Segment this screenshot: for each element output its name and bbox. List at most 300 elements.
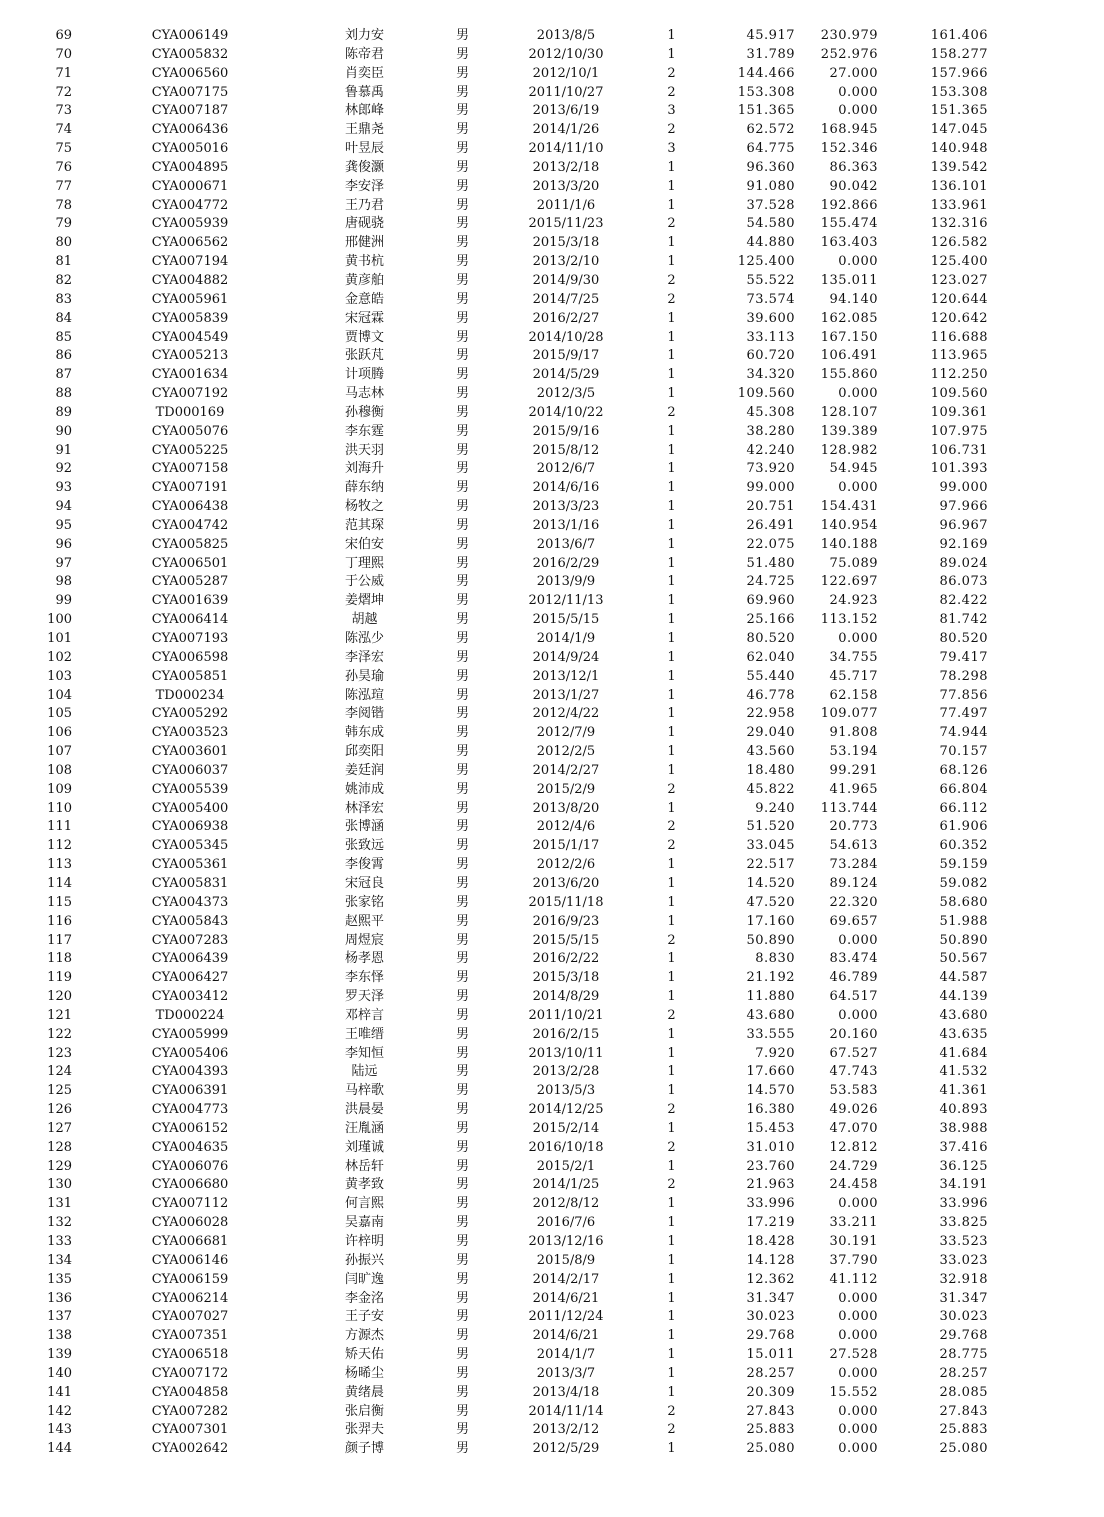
grade-cell: 1 — [667, 348, 676, 364]
gender-cell: 男 — [455, 1441, 469, 1457]
score-a-cell: 43.560 — [746, 744, 795, 760]
total-score-cell: 101.393 — [930, 461, 988, 477]
score-a-cell: 33.996 — [746, 1196, 795, 1212]
birth-date-cell: 2014/1/26 — [532, 122, 600, 138]
gender-cell: 男 — [455, 1196, 469, 1212]
table-row — [0, 894, 1104, 913]
gender-cell: 男 — [455, 1177, 469, 1193]
total-score-cell: 38.988 — [939, 1120, 988, 1136]
total-score-cell: 74.944 — [939, 725, 988, 741]
total-score-cell: 43.680 — [939, 1007, 988, 1023]
player-name-cell: 张致远 — [344, 838, 384, 854]
birth-date-cell: 2015/5/15 — [532, 612, 600, 628]
grade-cell: 2 — [667, 838, 676, 854]
player-id-cell: CYA006436 — [151, 122, 229, 138]
score-a-cell: 17.660 — [746, 1064, 795, 1080]
total-score-cell: 161.406 — [930, 28, 988, 43]
table-row — [0, 234, 1104, 253]
birth-date-cell: 2016/7/6 — [536, 1215, 596, 1231]
rank-number: 132 — [47, 1215, 72, 1231]
player-id-cell: CYA006938 — [151, 819, 229, 835]
rank-cell — [0, 762, 72, 781]
spacer-cell — [988, 743, 1104, 762]
table-row — [0, 1421, 1104, 1440]
player-id-cell: CYA007172 — [151, 1365, 229, 1381]
score-a-cell: 55.440 — [746, 668, 795, 684]
score-a-cell: 69.960 — [746, 593, 795, 609]
player-name-cell: 丁理熙 — [344, 555, 384, 571]
player-name-cell: 黄绪晨 — [344, 1384, 384, 1400]
player-id-cell: CYA005016 — [151, 141, 229, 157]
rank-cell — [0, 385, 72, 404]
gender-cell: 男 — [455, 951, 469, 967]
table-row — [0, 555, 1104, 574]
rank-number: 96 — [55, 536, 72, 552]
spacer-cell — [988, 178, 1104, 197]
rank-number: 69 — [55, 28, 72, 43]
score-b-cell: 106.491 — [820, 348, 878, 364]
birth-date-cell: 2013/6/7 — [536, 536, 596, 552]
player-id-cell: CYA006076 — [151, 1158, 229, 1174]
total-score-cell: 33.825 — [939, 1215, 988, 1231]
spacer-cell — [988, 1346, 1104, 1365]
player-name-cell: 洪天羽 — [344, 442, 384, 458]
player-id-cell: CYA005076 — [151, 423, 229, 439]
player-id-cell: CYA003601 — [151, 744, 229, 760]
total-score-cell: 50.567 — [939, 951, 988, 967]
table-row — [0, 1384, 1104, 1403]
grade-cell: 1 — [667, 970, 676, 986]
player-name-cell: 刘瑾诚 — [344, 1139, 384, 1155]
grade-cell: 1 — [667, 499, 676, 515]
score-b-cell: 91.808 — [829, 725, 878, 741]
spacer-cell — [988, 159, 1104, 178]
total-score-cell: 120.642 — [930, 310, 988, 326]
birth-date-cell: 2014/7/25 — [532, 291, 600, 307]
player-name-cell: 邢健洲 — [344, 235, 384, 251]
total-score-cell: 41.361 — [939, 1083, 988, 1099]
total-score-cell: 25.080 — [939, 1441, 988, 1457]
grade-cell: 2 — [667, 819, 676, 835]
rank-cell — [0, 687, 72, 706]
player-name-cell: 邱奕阳 — [344, 744, 384, 760]
total-score-cell: 37.416 — [939, 1139, 988, 1155]
player-name-cell: 宋伯安 — [344, 536, 384, 552]
spacer-cell — [988, 140, 1104, 159]
table-row — [0, 498, 1104, 517]
player-name-cell: 李俊霄 — [344, 857, 384, 873]
gender-cell: 男 — [455, 668, 469, 684]
player-id-cell: CYA007192 — [151, 386, 229, 402]
total-score-cell: 41.684 — [939, 1045, 988, 1061]
table-row — [0, 517, 1104, 536]
score-a-cell: 45.822 — [746, 781, 795, 797]
rank-number: 75 — [55, 141, 72, 157]
total-score-cell: 125.400 — [930, 254, 988, 270]
score-a-cell: 144.466 — [737, 65, 795, 81]
score-a-cell: 29.768 — [746, 1328, 795, 1344]
player-id-cell: CYA005287 — [151, 574, 229, 590]
birth-date-cell: 2014/10/28 — [528, 329, 604, 345]
rank-number: 115 — [47, 894, 72, 910]
score-b-cell: 45.717 — [829, 668, 878, 684]
score-a-cell: 99.000 — [746, 480, 795, 496]
score-a-cell: 23.760 — [746, 1158, 795, 1174]
birth-date-cell: 2014/6/16 — [532, 480, 600, 496]
rank-number: 131 — [47, 1196, 72, 1212]
rank-cell — [0, 121, 72, 140]
table-row — [0, 1346, 1104, 1365]
player-name-cell: 吴嘉南 — [344, 1215, 384, 1231]
score-a-cell: 31.789 — [746, 46, 795, 62]
rank-number: 97 — [55, 555, 72, 571]
score-b-cell: 139.389 — [820, 423, 878, 439]
score-a-cell: 9.240 — [755, 800, 795, 816]
grade-cell: 1 — [667, 857, 676, 873]
player-name-cell: 宋冠霖 — [344, 310, 384, 326]
score-a-cell: 22.075 — [746, 536, 795, 552]
gender-cell: 男 — [455, 1422, 469, 1438]
rank-number: 83 — [55, 291, 72, 307]
grade-cell: 1 — [667, 668, 676, 684]
table-row — [0, 687, 1104, 706]
grade-cell: 1 — [667, 28, 676, 43]
gender-cell: 男 — [455, 480, 469, 496]
score-a-cell: 21.192 — [746, 970, 795, 986]
score-a-cell: 24.725 — [746, 574, 795, 590]
table-row — [0, 1007, 1104, 1026]
total-score-cell: 28.775 — [939, 1347, 988, 1363]
birth-date-cell: 2014/6/21 — [532, 1328, 600, 1344]
rank-number: 102 — [47, 649, 72, 665]
table-row — [0, 65, 1104, 84]
player-id-cell: CYA007283 — [151, 932, 229, 948]
player-name-cell: 黄彦舶 — [344, 272, 384, 288]
rank-cell — [0, 291, 72, 310]
score-b-cell: 252.976 — [820, 46, 878, 62]
table-row — [0, 404, 1104, 423]
spacer-cell — [988, 1063, 1104, 1082]
birth-date-cell: 2014/1/9 — [536, 631, 596, 646]
grade-cell: 1 — [667, 593, 676, 609]
spacer-cell — [988, 1139, 1104, 1158]
rank-number: 137 — [47, 1309, 72, 1325]
rank-cell — [0, 1007, 72, 1026]
player-name-cell: 陈帝君 — [344, 46, 384, 62]
score-b-cell: 0.000 — [838, 386, 878, 402]
rank-cell — [0, 668, 72, 687]
birth-date-cell: 2013/4/18 — [532, 1384, 600, 1400]
rank-cell — [0, 178, 72, 197]
score-a-cell: 47.520 — [746, 894, 795, 910]
total-score-cell: 92.169 — [939, 536, 988, 552]
grade-cell: 1 — [667, 536, 676, 552]
spacer-cell — [988, 818, 1104, 837]
player-id-cell: CYA007301 — [151, 1422, 229, 1438]
grade-cell: 1 — [667, 913, 676, 929]
table-row — [0, 197, 1104, 216]
player-id-cell: CYA006146 — [151, 1252, 229, 1268]
score-b-cell: 0.000 — [838, 1309, 878, 1325]
score-a-cell: 45.917 — [746, 28, 795, 43]
score-b-cell: 155.860 — [820, 367, 878, 383]
total-score-cell: 33.996 — [939, 1196, 988, 1212]
player-id-cell: CYA004858 — [151, 1384, 229, 1400]
score-b-cell: 0.000 — [838, 1196, 878, 1212]
birth-date-cell: 2013/3/23 — [532, 499, 600, 515]
spacer-cell — [988, 705, 1104, 724]
player-name-cell: 姜熠坤 — [344, 593, 384, 609]
player-name-cell: 姚沛成 — [344, 781, 384, 797]
table-row — [0, 1120, 1104, 1139]
player-name-cell: 林泽宏 — [344, 800, 384, 816]
score-a-cell: 22.958 — [746, 706, 795, 722]
grade-cell: 1 — [667, 367, 676, 383]
player-name-cell: 邓梓言 — [344, 1007, 384, 1023]
rank-number: 135 — [47, 1271, 72, 1287]
gender-cell: 男 — [455, 1309, 469, 1325]
player-name-cell: 李阅锴 — [344, 706, 384, 722]
score-b-cell: 113.744 — [820, 800, 878, 816]
table-row — [0, 1214, 1104, 1233]
rank-number: 100 — [47, 612, 72, 628]
score-a-cell: 64.775 — [746, 141, 795, 157]
rank-cell — [0, 1214, 72, 1233]
total-score-cell: 41.532 — [939, 1064, 988, 1080]
total-score-cell: 153.308 — [930, 84, 988, 100]
total-score-cell: 89.024 — [939, 555, 988, 571]
table-row — [0, 1290, 1104, 1309]
rank-number: 88 — [55, 386, 72, 402]
total-score-cell: 31.347 — [939, 1290, 988, 1306]
birth-date-cell: 2011/1/6 — [536, 197, 596, 213]
rank-cell — [0, 366, 72, 385]
rank-number: 93 — [55, 480, 72, 496]
total-score-cell: 132.316 — [930, 216, 988, 232]
rank-number: 70 — [55, 46, 72, 62]
total-score-cell: 77.497 — [939, 706, 988, 722]
table-row — [0, 837, 1104, 856]
gender-cell: 男 — [455, 103, 469, 119]
score-b-cell: 128.107 — [820, 404, 878, 420]
birth-date-cell: 2015/2/14 — [532, 1120, 600, 1136]
total-score-cell: 61.906 — [939, 819, 988, 835]
grade-cell: 1 — [667, 310, 676, 326]
gender-cell: 男 — [455, 216, 469, 232]
score-b-cell: 155.474 — [820, 216, 878, 232]
table-row — [0, 705, 1104, 724]
rank-cell — [0, 1308, 72, 1327]
grade-cell: 1 — [667, 159, 676, 175]
player-id-cell: CYA004772 — [151, 197, 229, 213]
birth-date-cell: 2013/9/9 — [536, 574, 596, 590]
birth-date-cell: 2016/2/22 — [532, 951, 600, 967]
rank-cell — [0, 1252, 72, 1271]
spacer-cell — [988, 215, 1104, 234]
gender-cell: 男 — [455, 1007, 469, 1023]
rank-number: 126 — [47, 1102, 72, 1118]
spacer-cell — [988, 46, 1104, 65]
spacer-cell — [988, 969, 1104, 988]
table-row — [0, 611, 1104, 630]
grade-cell: 1 — [667, 800, 676, 816]
total-score-cell: 86.073 — [939, 574, 988, 590]
score-a-cell: 153.308 — [737, 84, 795, 100]
score-b-cell: 0.000 — [838, 103, 878, 119]
table-row — [0, 1026, 1104, 1045]
spacer-cell — [988, 668, 1104, 687]
total-score-cell: 109.361 — [930, 404, 988, 420]
player-name-cell: 张启衡 — [344, 1403, 384, 1419]
score-b-cell: 86.363 — [829, 159, 878, 175]
rank-cell — [0, 1290, 72, 1309]
spacer-cell — [988, 423, 1104, 442]
score-b-cell: 30.191 — [829, 1234, 878, 1249]
player-name-cell: 洪晨晏 — [344, 1102, 384, 1118]
player-name-cell: 孙昊瑜 — [344, 668, 384, 684]
player-id-cell: CYA005825 — [151, 536, 229, 552]
table-row — [0, 724, 1104, 743]
gender-cell: 男 — [455, 178, 469, 194]
table-row — [0, 1158, 1104, 1177]
player-id-cell: CYA006028 — [151, 1215, 229, 1231]
score-b-cell: 47.070 — [829, 1120, 878, 1136]
gender-cell: 男 — [455, 235, 469, 251]
score-b-cell: 41.965 — [829, 781, 878, 797]
score-a-cell: 62.040 — [746, 649, 795, 665]
rank-cell — [0, 1440, 72, 1459]
gender-cell: 男 — [455, 272, 469, 288]
rank-number: 87 — [55, 367, 72, 383]
spacer-cell — [988, 1045, 1104, 1064]
table-row — [0, 385, 1104, 404]
table-row — [0, 1233, 1104, 1252]
spacer-cell — [988, 1101, 1104, 1120]
player-id-cell: CYA001639 — [151, 593, 229, 609]
total-score-cell: 140.948 — [930, 141, 988, 157]
rank-number: 121 — [47, 1007, 72, 1023]
birth-date-cell: 2016/2/27 — [532, 310, 600, 326]
spacer-cell — [988, 950, 1104, 969]
grade-cell: 1 — [667, 574, 676, 590]
gender-cell: 男 — [455, 649, 469, 665]
birth-date-cell: 2012/6/7 — [536, 461, 596, 477]
table-row — [0, 875, 1104, 894]
player-name-cell: 马梓歌 — [344, 1083, 384, 1099]
score-a-cell: 18.480 — [746, 762, 795, 778]
score-b-cell: 0.000 — [838, 631, 878, 646]
birth-date-cell: 2012/11/13 — [528, 593, 604, 609]
rank-number: 78 — [55, 197, 72, 213]
gender-cell: 男 — [455, 574, 469, 590]
table-row — [0, 1403, 1104, 1422]
player-id-cell: CYA006681 — [151, 1234, 229, 1249]
score-b-cell: 168.945 — [820, 122, 878, 138]
table-row — [0, 215, 1104, 234]
spacer-cell — [988, 1252, 1104, 1271]
table-row — [0, 1139, 1104, 1158]
player-name-cell: 陈泓少 — [344, 631, 384, 646]
birth-date-cell: 2011/10/21 — [528, 1007, 604, 1023]
rank-number: 142 — [47, 1403, 72, 1419]
gender-cell: 男 — [455, 367, 469, 383]
grade-cell: 1 — [667, 1234, 676, 1249]
rank-number: 111 — [47, 819, 72, 835]
rank-cell — [0, 1120, 72, 1139]
total-score-cell: 109.560 — [930, 386, 988, 402]
total-score-cell: 33.023 — [939, 1252, 988, 1268]
rank-cell — [0, 988, 72, 1007]
score-a-cell: 25.883 — [746, 1422, 795, 1438]
grade-cell: 2 — [667, 122, 676, 138]
grade-cell: 2 — [667, 781, 676, 797]
player-id-cell: CYA005345 — [151, 838, 229, 854]
player-id-cell: TD000169 — [155, 404, 225, 420]
total-score-cell: 82.422 — [939, 593, 988, 609]
rank-cell — [0, 234, 72, 253]
spacer-cell — [988, 385, 1104, 404]
score-b-cell: 24.923 — [829, 593, 878, 609]
rank-cell — [0, 159, 72, 178]
table-row — [0, 800, 1104, 819]
gender-cell: 男 — [455, 1139, 469, 1155]
score-a-cell: 31.010 — [746, 1139, 795, 1155]
player-name-cell: 叶昱辰 — [344, 141, 384, 157]
birth-date-cell: 2012/4/22 — [532, 706, 600, 722]
rank-number: 89 — [55, 404, 72, 420]
score-b-cell: 89.124 — [829, 875, 878, 891]
birth-date-cell: 2016/9/23 — [532, 913, 600, 929]
player-name-cell: 胡越 — [351, 612, 378, 628]
player-name-cell: 黄孝致 — [344, 1177, 384, 1193]
rank-number: 90 — [55, 423, 72, 439]
rank-number: 143 — [47, 1422, 72, 1438]
rank-cell — [0, 498, 72, 517]
total-score-cell: 32.918 — [939, 1271, 988, 1287]
spacer-cell — [988, 27, 1104, 46]
player-name-cell: 李东怿 — [344, 970, 384, 986]
total-score-cell: 158.277 — [930, 46, 988, 62]
table-row — [0, 969, 1104, 988]
player-id-cell: CYA004635 — [151, 1139, 229, 1155]
player-id-cell: CYA003523 — [151, 725, 229, 741]
total-score-cell: 126.582 — [930, 235, 988, 251]
player-id-cell: CYA006414 — [151, 612, 229, 628]
player-id-cell: CYA006214 — [151, 1290, 229, 1306]
spacer-cell — [988, 988, 1104, 1007]
score-b-cell: 0.000 — [838, 480, 878, 496]
score-a-cell: 151.365 — [737, 103, 795, 119]
rank-number: 140 — [47, 1365, 72, 1381]
rank-number: 113 — [47, 857, 72, 873]
rank-number: 119 — [47, 970, 72, 986]
gender-cell: 男 — [455, 725, 469, 741]
gender-cell: 男 — [455, 386, 469, 402]
player-name-cell: 闫旷逸 — [344, 1271, 384, 1287]
gender-cell: 男 — [455, 423, 469, 439]
spacer-cell — [988, 517, 1104, 536]
gender-cell: 男 — [455, 631, 469, 646]
rank-number: 133 — [47, 1234, 72, 1249]
rank-cell — [0, 1327, 72, 1346]
score-b-cell: 37.790 — [829, 1252, 878, 1268]
score-b-cell: 230.979 — [820, 28, 878, 43]
rank-number: 92 — [55, 461, 72, 477]
birth-date-cell: 2012/2/6 — [536, 857, 596, 873]
table-row — [0, 668, 1104, 687]
grade-cell: 1 — [667, 461, 676, 477]
player-name-cell: 姜廷润 — [344, 762, 384, 778]
